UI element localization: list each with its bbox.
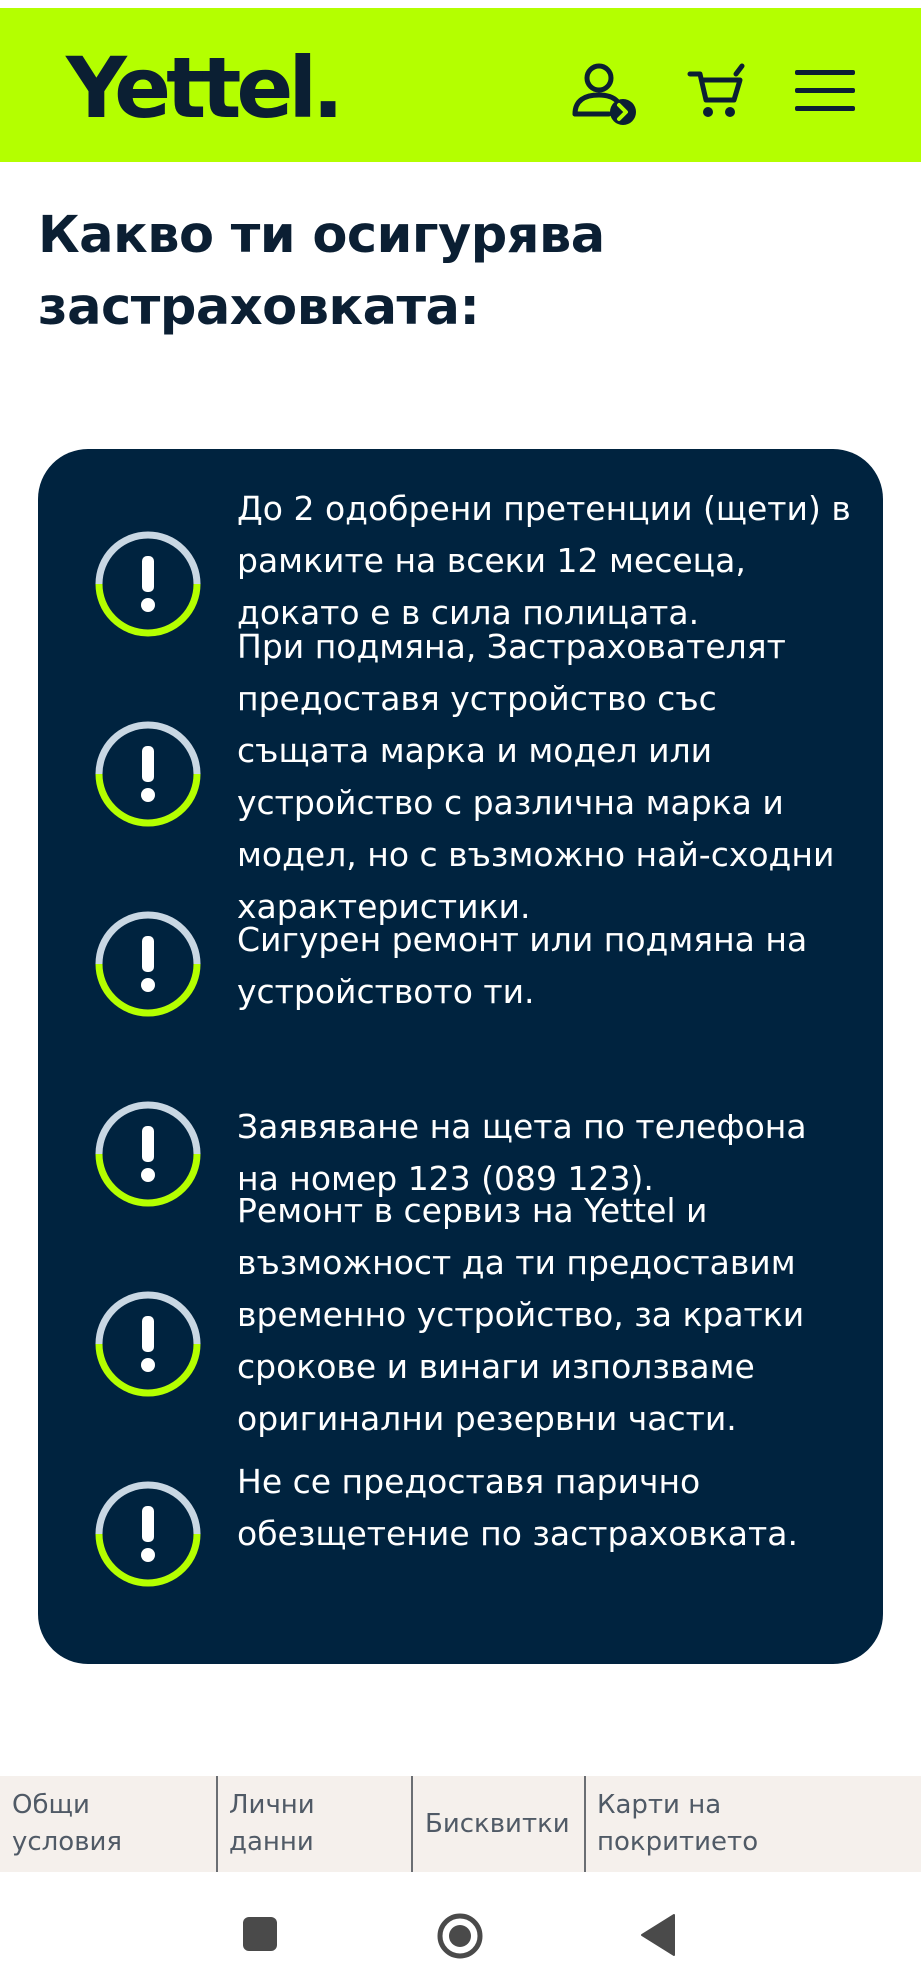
- footer-link-privacy[interactable]: Лични данни: [229, 1790, 315, 1857]
- benefit-item-text: Не се предоставя парично обезщетение по застраховката.: [237, 1462, 798, 1553]
- status-strip: [0, 0, 921, 8]
- benefit-item-text: До 2 одобрени претенции (щети) в рамките на всеки 12 месеца, докато е в сила полицата.: [237, 489, 851, 632]
- brand-logo[interactable]: Yettel.: [66, 39, 340, 137]
- back-icon[interactable]: [640, 1913, 676, 1961]
- menu-icon[interactable]: [795, 68, 855, 114]
- benefit-item-text: Ремонт в сервиз на Yettel и възможност да ти предоставим временно устройство, за кратки срокове и винаги използваме оригинални резервни части.: [237, 1191, 805, 1438]
- cart-icon[interactable]: [686, 60, 746, 122]
- exclamation-circle-icon: [93, 1479, 203, 1589]
- site-header: [0, 8, 921, 162]
- exclamation-circle-icon: [93, 909, 203, 1019]
- system-navigation-bar: [0, 1872, 921, 1985]
- benefit-item-text: Заявяване на щета по телефона на номер 123 (089 123).: [237, 1107, 807, 1198]
- exclamation-circle-icon: [93, 1289, 203, 1399]
- exclamation-circle-icon: [93, 529, 203, 639]
- footer-link-cookies[interactable]: Бисквитки: [425, 1808, 570, 1839]
- footer-links: [0, 1776, 921, 1872]
- account-icon[interactable]: [569, 60, 641, 128]
- footer-link-terms[interactable]: Общи условия: [12, 1790, 123, 1857]
- footer-divider: [584, 1776, 586, 1872]
- footer-divider: [411, 1776, 413, 1872]
- benefit-item-text: При подмяна, Застрахователят предоставя устройство със същата марка и модел или устройство с различна марка и модел, но с възможно най-сходни характеристики.: [237, 627, 835, 926]
- exclamation-circle-icon: [93, 1099, 203, 1209]
- home-icon[interactable]: [436, 1912, 484, 1964]
- benefit-item-text: Сигурен ремонт или подмяна на устройството ти.: [237, 920, 808, 1011]
- page-title: Какво ти осигурява застраховката:: [38, 206, 605, 337]
- exclamation-circle-icon: [93, 719, 203, 829]
- benefits-card: [38, 449, 883, 1664]
- recent-apps-icon[interactable]: [241, 1915, 279, 1957]
- footer-link-coverage-maps[interactable]: Карти на покритието: [597, 1790, 759, 1857]
- footer-divider: [216, 1776, 218, 1872]
